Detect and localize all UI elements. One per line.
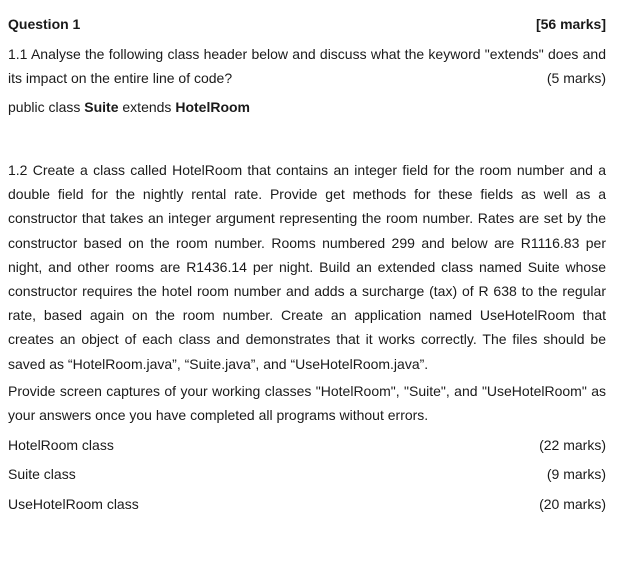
marks-item-label: HotelRoom class bbox=[8, 437, 114, 453]
code-keywords: public class bbox=[8, 99, 85, 115]
question-1-2: 1.2 Create a class called HotelRoom that contains an integer field for the room number and a double field for the nightly rental rate. Provide get methods for these fields as well as a constructor that takes an integer argument representing the room number. Rates are set by the constructor based on the room number. Rooms numbered 299 and below are R1116.83 per night, and other rooms are R1436.14 per night. Build an extended class named Suite whose constructor requires the hotel room number and adds a surcharge (tax) of R 638 to the regular rate, based again on the room number. Create an application named UseHotelRoom that creates an object of each class and demonstrates that it works correctly. The files should be saved as “HotelRoom.java”, “Suite.java”, and “UseHotelRoom.java”. bbox=[8, 162, 606, 372]
marks-item bbox=[8, 496, 606, 512]
question-1-1 bbox=[8, 43, 606, 90]
code-class-name: Suite bbox=[84, 99, 119, 115]
marks-item-label: Suite class bbox=[8, 466, 76, 482]
code-superclass-name: HotelRoom bbox=[175, 99, 250, 115]
question-1-1-text: 1.1 Analyse the following class header below and discuss what the keyword "extends" does and its impact on the entire line of code? bbox=[8, 46, 606, 86]
class-header-code bbox=[8, 99, 606, 115]
code-extends-keyword: extends bbox=[118, 99, 176, 115]
question-1-1-marks: (5 marks) bbox=[546, 69, 606, 86]
marks-item bbox=[8, 437, 606, 453]
question-title: Question 1 bbox=[8, 16, 81, 32]
question-total-marks: [56 marks] bbox=[535, 16, 606, 32]
marks-item-label: UseHotelRoom class bbox=[8, 496, 139, 512]
marks-item-value: (9 marks) bbox=[546, 466, 606, 482]
question-heading bbox=[8, 16, 606, 32]
marks-item-value: (20 marks) bbox=[539, 496, 606, 512]
screen-capture-instruction: Provide screen captures of your working classes "HotelRoom", "Suite", and "UseHotelRoom" as your answers once you have completed all programs without errors. bbox=[8, 383, 606, 423]
marks-item-value: (22 marks) bbox=[539, 437, 606, 453]
marks-item bbox=[8, 466, 606, 482]
